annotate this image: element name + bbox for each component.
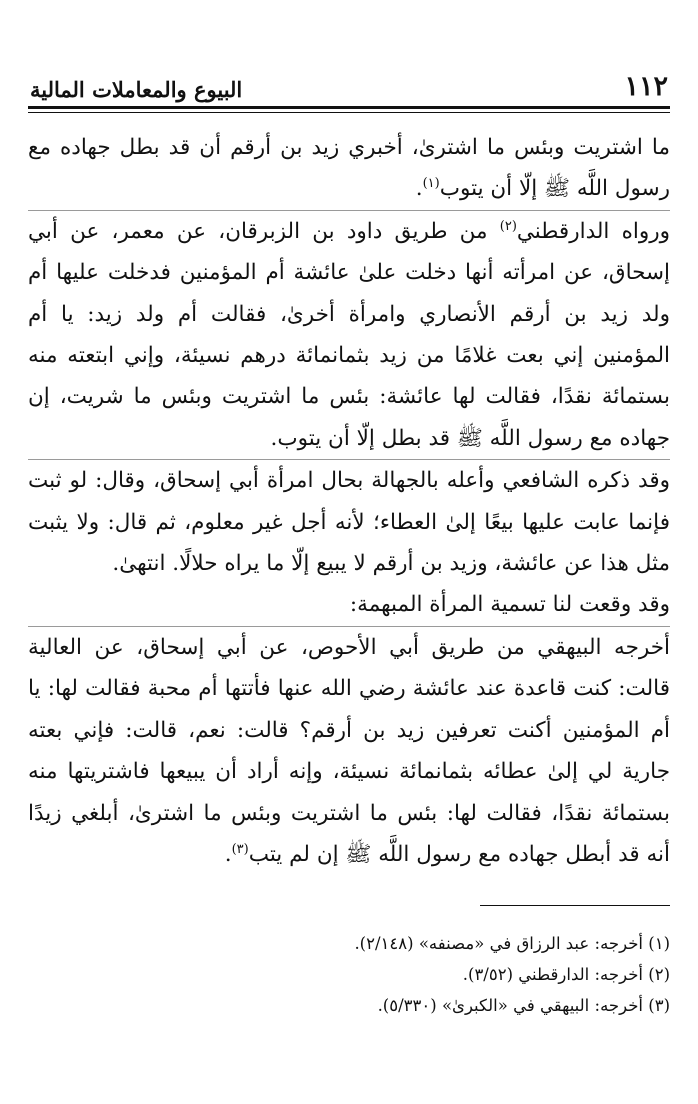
page-number: ١١٢ xyxy=(624,71,668,102)
paragraph-5 xyxy=(28,626,670,875)
page-header xyxy=(28,60,670,106)
footnote-2: (٢) أخرجه: الدارقطني (٣/٥٢). xyxy=(462,965,670,984)
footnote-ref-2: (٢) xyxy=(499,218,517,234)
paragraph-5-end: . xyxy=(224,841,232,867)
footnotes xyxy=(28,928,670,1021)
footnote-ref-1: (١) xyxy=(422,176,440,192)
paragraph-2-text: من طريق داود بن الزبرقان، عن معمر، عن أبي إسحاق، عن امرأته أنها دخلت علىٰ عائشة أم المؤمنين فدخلت عليها أم ولد زيد بن أرقم الأنصاري وامرأة أخرىٰ، فقالت أم ولد زيد: يا أم المؤمنين إني بعت غلامًا من زيد بثمانمائة درهم نسيئة، وإني ابتعته منه بستمائة نقدًا، فقالت لها عائشة: بئس ما اشتريت وبئس ما شريت، إن جهاده مع رسول اللَّه ﷺ قد بطل إلّا أن يتوب. xyxy=(28,218,670,451)
footnote-1: (١) أخرجه: عبد الرزاق في «مصنفه» (٢/١٤٨). xyxy=(354,934,670,953)
paragraph-2-start: ورواه الدارقطني xyxy=(516,218,670,244)
paragraph-1-text: ما اشتريت وبئس ما اشترىٰ، أخبري زيد بن أرقم أن قد بطل جهاده مع رسول اللَّه ﷺ إلّا أن يتوب xyxy=(28,135,670,202)
paragraph-5-text: أخرجه البيهقي من طريق أبي الأحوص، عن أبي إسحاق، عن العالية قالت: كنت قاعدة عند عائشة رضي الله عنها فأتتها أم محبة فقالت لها: يا أم المؤمنين أكنت تعرفين زيد بن أرقم؟ قالت: نعم، قالت: فإني بعته جارية لي إلىٰ عطائه بثمانمائة نسيئة، وإنه أراد أن يبيعها فاشتريتها منه بستمائة نقدًا، فقالت لها: بئس ما اشتريت وبئس ما اشترىٰ، أبلغي زيدًا أنه قد أبطل جهاده مع رسول اللَّه ﷺ إن لم يتب xyxy=(28,634,670,867)
header-rule-thick xyxy=(28,106,670,109)
paragraph-4: وقد وقعت لنا تسمية المرأة المبهمة: xyxy=(349,592,670,618)
footnote-3: (٣) أخرجه: البيهقي في «الكبرىٰ» (٥/٣٣٠). xyxy=(377,996,670,1015)
running-title: البيوع والمعاملات المالية xyxy=(30,77,243,102)
book-page xyxy=(28,60,670,1060)
paragraph-1-end: . xyxy=(415,176,423,202)
footnote-ref-3: (٣) xyxy=(231,841,249,857)
footnote-separator xyxy=(480,905,670,906)
header-rule-thin xyxy=(28,112,670,113)
paragraph-1 xyxy=(28,127,670,210)
paragraph-3: وقد ذكره الشافعي وأعله بالجهالة بحال امرأة أبي إسحاق، وقال: لو ثبت فإنما عابت عليها بيعًا إلىٰ العطاء؛ لأنه أجل غير معلوم، ثم قال: ولا يثبت مثل هذا عن عائشة، وزيد بن أرقم لا يبيع إلّا ما يراه حلالًا. انتهىٰ. xyxy=(28,459,670,584)
main-text xyxy=(28,127,670,875)
paragraph-2 xyxy=(28,210,670,459)
